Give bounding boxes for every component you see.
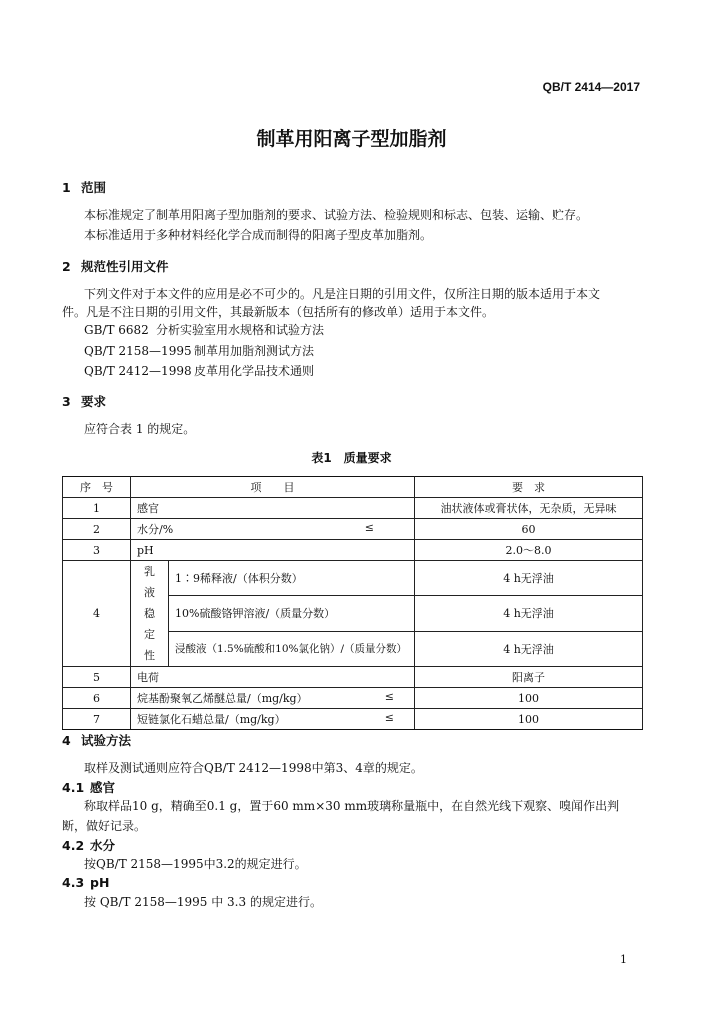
cell-req: 4 h无浮油 — [415, 596, 643, 631]
reference-code: GB/T 6682 — [84, 323, 149, 337]
leq-symbol: ≤ — [384, 690, 394, 703]
header-item: 项 目 — [131, 477, 415, 498]
paragraph: 本标准规定了制革用阳离子型加脂剂的要求、试验方法、检验规则和标志、包装、运输、贮存。 — [84, 208, 589, 222]
item-text: pH — [137, 543, 154, 557]
cell-seq: 2 — [63, 519, 131, 540]
header-req: 要 求 — [415, 477, 643, 498]
vertical-char: 乳 — [144, 565, 155, 578]
cell-seq: 3 — [63, 540, 131, 561]
section-number: 4.2 — [62, 838, 85, 853]
table-row — [63, 519, 643, 540]
standard-number: QB/T 2414—2017 — [542, 80, 640, 94]
cell-item — [131, 667, 415, 688]
vertical-char: 稳 — [144, 607, 155, 620]
leq-symbol: ≤ — [384, 711, 394, 724]
section-number: 1 — [62, 180, 71, 195]
section-1-heading — [62, 178, 106, 196]
item-text: 电荷 — [137, 671, 159, 684]
table-row — [63, 498, 643, 519]
section-4-2-heading — [62, 836, 115, 854]
paragraph: 取样及测试通则应符合QB/T 2412—1998中第3、4章的规定。 — [84, 761, 423, 775]
reference-name: 皮革用化学品技术通则 — [194, 364, 315, 378]
section-title: 水分 — [90, 838, 116, 853]
reference-code: QB/T 2412—1998 — [84, 364, 192, 378]
reference-item — [84, 321, 324, 339]
cell-item: 浸酸液（1.5%硫酸和10%氯化钠）/（质量分数） — [169, 631, 415, 666]
cell-seq: 4 — [63, 561, 131, 667]
cell-seq: 1 — [63, 498, 131, 519]
paragraph: 按QB/T 2158—1995中3.2的规定进行。 — [84, 857, 307, 871]
header-seq: 序 号 — [63, 477, 131, 498]
table-row — [63, 667, 643, 688]
item-text: 烷基酚聚氧乙烯醚总量/（mg/kg） — [137, 692, 308, 705]
cell-req: 60 — [415, 519, 643, 540]
cell-item: 10%硫酸铬钾溶液/（质量分数） — [169, 596, 415, 631]
section-title: 规范性引用文件 — [81, 259, 169, 274]
paragraph: 按 QB/T 2158—1995 中 3.3 的规定进行。 — [84, 895, 322, 909]
section-4-heading — [62, 731, 131, 749]
paragraph-line: 件。凡是不注日期的引用文件，其最新版本（包括所有的修改单）适用于本文件。 — [62, 305, 495, 319]
cell-item — [131, 519, 415, 540]
cell-req: 2.0～8.0 — [415, 540, 643, 561]
section-number: 4.1 — [62, 780, 85, 795]
cell-req: 100 — [415, 688, 643, 709]
reference-name: 分析实验室用水规格和试验方法 — [156, 323, 325, 337]
cell-seq: 5 — [63, 667, 131, 688]
cell-seq: 7 — [63, 709, 131, 730]
reference-code: QB/T 2158—1995 — [84, 344, 192, 358]
section-number: 4.3 — [62, 875, 85, 890]
section-title: 感官 — [90, 780, 116, 795]
cell-item: 1∶9稀释液/（体积分数） — [169, 561, 415, 596]
cell-req: 油状液体或膏状体，无杂质，无异味 — [415, 498, 643, 519]
vertical-char: 性 — [144, 649, 155, 662]
item-text: 水分/% — [137, 523, 174, 536]
cell-req: 4 h无浮油 — [415, 631, 643, 666]
section-4-3-heading — [62, 875, 109, 890]
section-title: 范围 — [81, 180, 107, 195]
vertical-char: 液 — [144, 586, 155, 599]
table-row — [63, 561, 643, 596]
section-3-heading — [62, 392, 106, 410]
reference-item — [84, 362, 314, 380]
section-2-heading — [62, 257, 169, 275]
table-caption: 表1 质量要求 — [311, 451, 392, 465]
section-number: 4 — [62, 733, 71, 748]
paragraph-line: 下列文件对于本文件的应用是必不可少的。凡是注日期的引用文件，仅所注日期的版本适用于本文 — [84, 287, 601, 301]
paragraph-line: 称取样品10 g，精确至0.1 g，置于60 mm×30 mm玻璃称量瓶中，在自然光线下观察、嗅闻作出判 — [84, 799, 620, 813]
quality-requirements-table — [62, 476, 643, 730]
paragraph: 应符合表 1 的规定。 — [84, 422, 196, 436]
cell-item — [131, 709, 415, 730]
section-title: 试验方法 — [81, 733, 132, 748]
reference-item — [84, 342, 314, 360]
page-number: 1 — [620, 953, 627, 966]
cell-req: 阳离子 — [415, 667, 643, 688]
section-4-1-heading — [62, 778, 115, 796]
leq-symbol: ≤ — [364, 521, 374, 534]
cell-req: 4 h无浮油 — [415, 561, 643, 596]
emulsion-stability-group-label — [131, 561, 169, 667]
cell-seq: 6 — [63, 688, 131, 709]
table-row — [63, 709, 643, 730]
paragraph-line: 断，做好记录。 — [62, 819, 147, 833]
document-title: 制革用阳离子型加脂剂 — [256, 128, 447, 150]
section-number: 3 — [62, 394, 71, 409]
section-number: 2 — [62, 259, 71, 274]
cell-req: 100 — [415, 709, 643, 730]
paragraph: 本标准适用于多种材料经化学合成而制得的阳离子型皮革加脂剂。 — [84, 228, 433, 242]
table-row — [63, 688, 643, 709]
item-text: 短链氯化石蜡总量/（mg/kg） — [137, 713, 286, 726]
cell-item — [131, 688, 415, 709]
cell-item — [131, 498, 415, 519]
item-text: 感官 — [137, 502, 159, 515]
section-title: 要求 — [81, 394, 107, 409]
cell-item — [131, 540, 415, 561]
section-title: pH — [90, 875, 110, 890]
reference-name: 制革用加脂剂测试方法 — [194, 344, 315, 358]
table-header-row — [63, 477, 643, 498]
table-row — [63, 540, 643, 561]
vertical-char: 定 — [144, 628, 155, 641]
